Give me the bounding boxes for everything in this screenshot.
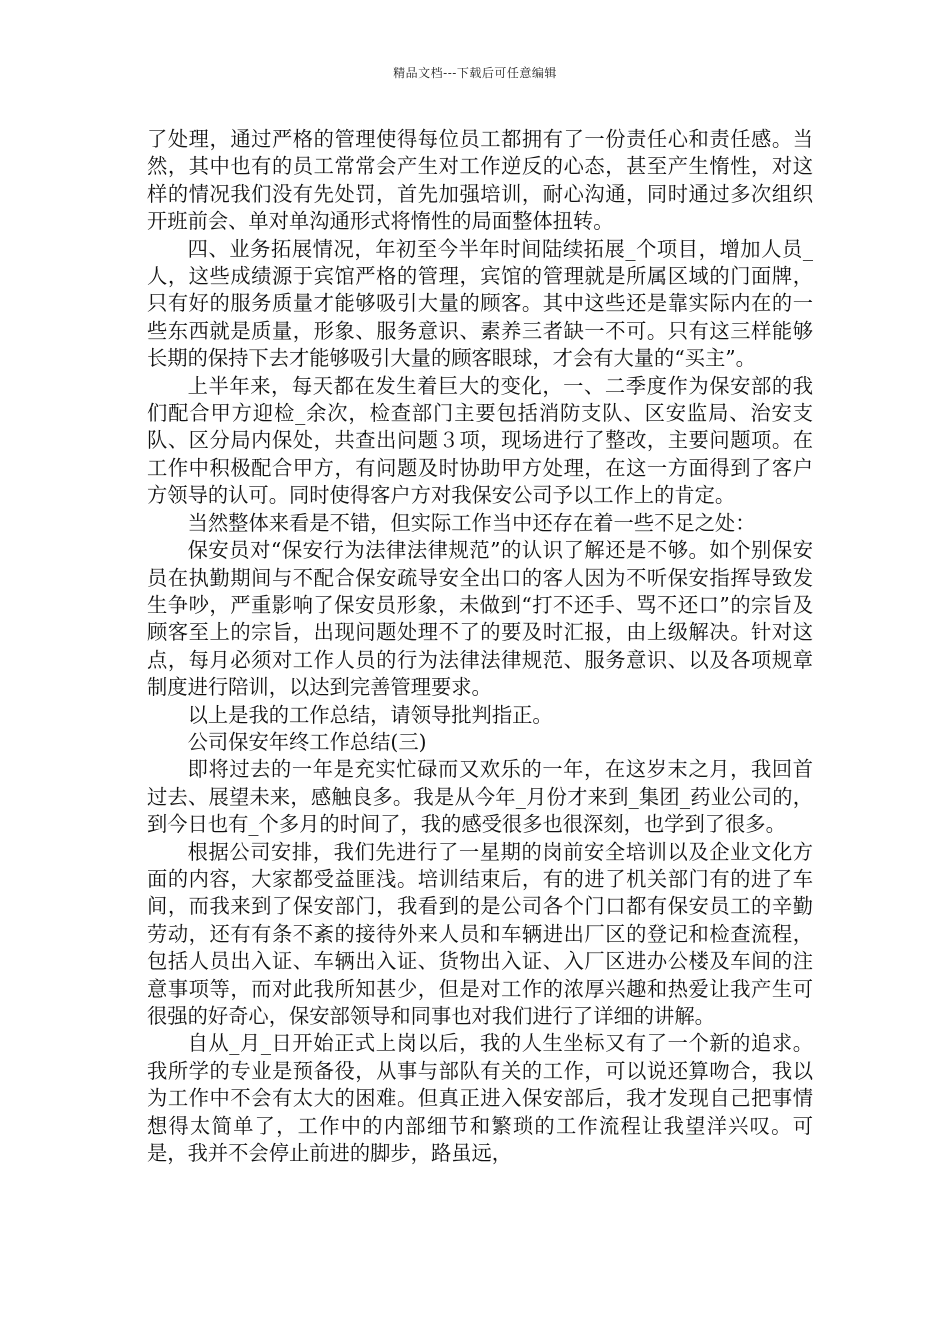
paragraph: 即将过去的一年是充实忙碌而又欢乐的一年，在这岁末之月，我回首过去、展望未来，感触良多。我是从今年_月份才来到_集团_药业公司的，到今日也有_个多月的时间了，我的感受很多也很深刻，也学到了很多。 — [147, 757, 813, 837]
document-body — [147, 126, 813, 1167]
paragraph: 自从_月_日开始正式上岗以后，我的人生坐标又有了一个新的追求。我所学的专业是预备役，从事与部队有关的工作，可以说还算吻合，我以为工作中不会有太大的困难。但真正进入保安部后，我才发现自己把事情想得太简单了，工作中的内部细节和繁琐的工作流程让我望洋兴叹。可是，我并不会停止前进的脚步，路虽远， — [147, 1031, 813, 1166]
paragraph: 了处理，通过严格的管理使得每位员工都拥有了一份责任心和责任感。当然，其中也有的员工常常会产生对工作逆反的心态，甚至产生惰性，对这样的情况我们没有先处罚，首先加强培训，耐心沟通，同时通过多次组织开班前会、单对单沟通形式将惰性的局面整体扭转。 — [147, 127, 813, 234]
paragraph: 上半年来，每天都在发生着巨大的变化，一、二季度作为保安部的我们配合甲方迎检_余次，检查部门主要包括消防支队、区安监局、治安支队、区分局内保处，共查出问题３项，现场进行了整改，主要问题项。在工作中积极配合甲方，有问题及时协助甲方处理，在这一方面得到了客户方领导的认可。同时使得客户方对我保安公司予以工作上的肯定。 — [147, 373, 813, 508]
paragraph: 根据公司安排，我们先进行了一星期的岗前安全培训以及企业文化方面的内容，大家都受益匪浅。培训结束后，有的进了机关部门有的进了车间，而我来到了保安部门，我看到的是公司各个门口都有保安员工的辛勤劳动，还有有条不紊的接待外来人员和车辆进出厂区的登记和检查流程，包括人员出入证、车辆出入证、货物出入证、入厂区进办公楼及车间的注意事项等，而对此我所知甚少，但是对工作的浓厚兴趣和热爱让我产生可很强的好奇心，保安部领导和同事也对我们进行了详细的讲解。 — [147, 839, 813, 1028]
section-heading: 公司保安年终工作总结(三) — [187, 729, 427, 754]
page-header: 精品文档---下载后可任意编辑 — [393, 66, 557, 80]
paragraph: 四、业务拓展情况，年初至今半年时间陆续拓展_个项目，增加人员_人，这些成绩源于宾馆严格的管理，宾馆的管理就是所属区域的门面牌，只有好的服务质量才能够吸引大量的顾客。其中这些还是靠实际内在的一些东西就是质量，形象、服务意识、素养三者缺一不可。只有这三样能够长期的保持下去才能够吸引大量的顾客眼球，才会有大量的“买主”。 — [147, 236, 813, 371]
paragraph: 以上是我的工作总结，请领导批判指正。 — [187, 702, 553, 727]
paragraph: 当然整体来看是不错，但实际工作当中还存在着一些不足之处： — [187, 510, 756, 535]
paragraph: 保安员对“保安行为法律法律规范”的认识了解还是不够。如个别保安员在执勤期间与不配合保安疏导安全出口的客人因为不听保安指挥导致发生争吵，严重影响了保安员形象，未做到“打不还手、骂不还口”的宗旨及顾客至上的宗旨，出现问题处理不了的要及时汇报，由上级解决。针对这点，每月必须对工作人员的行为法律法律规范、服务意识、以及各项规章制度进行陪训，以达到完善管理要求。 — [147, 538, 813, 700]
